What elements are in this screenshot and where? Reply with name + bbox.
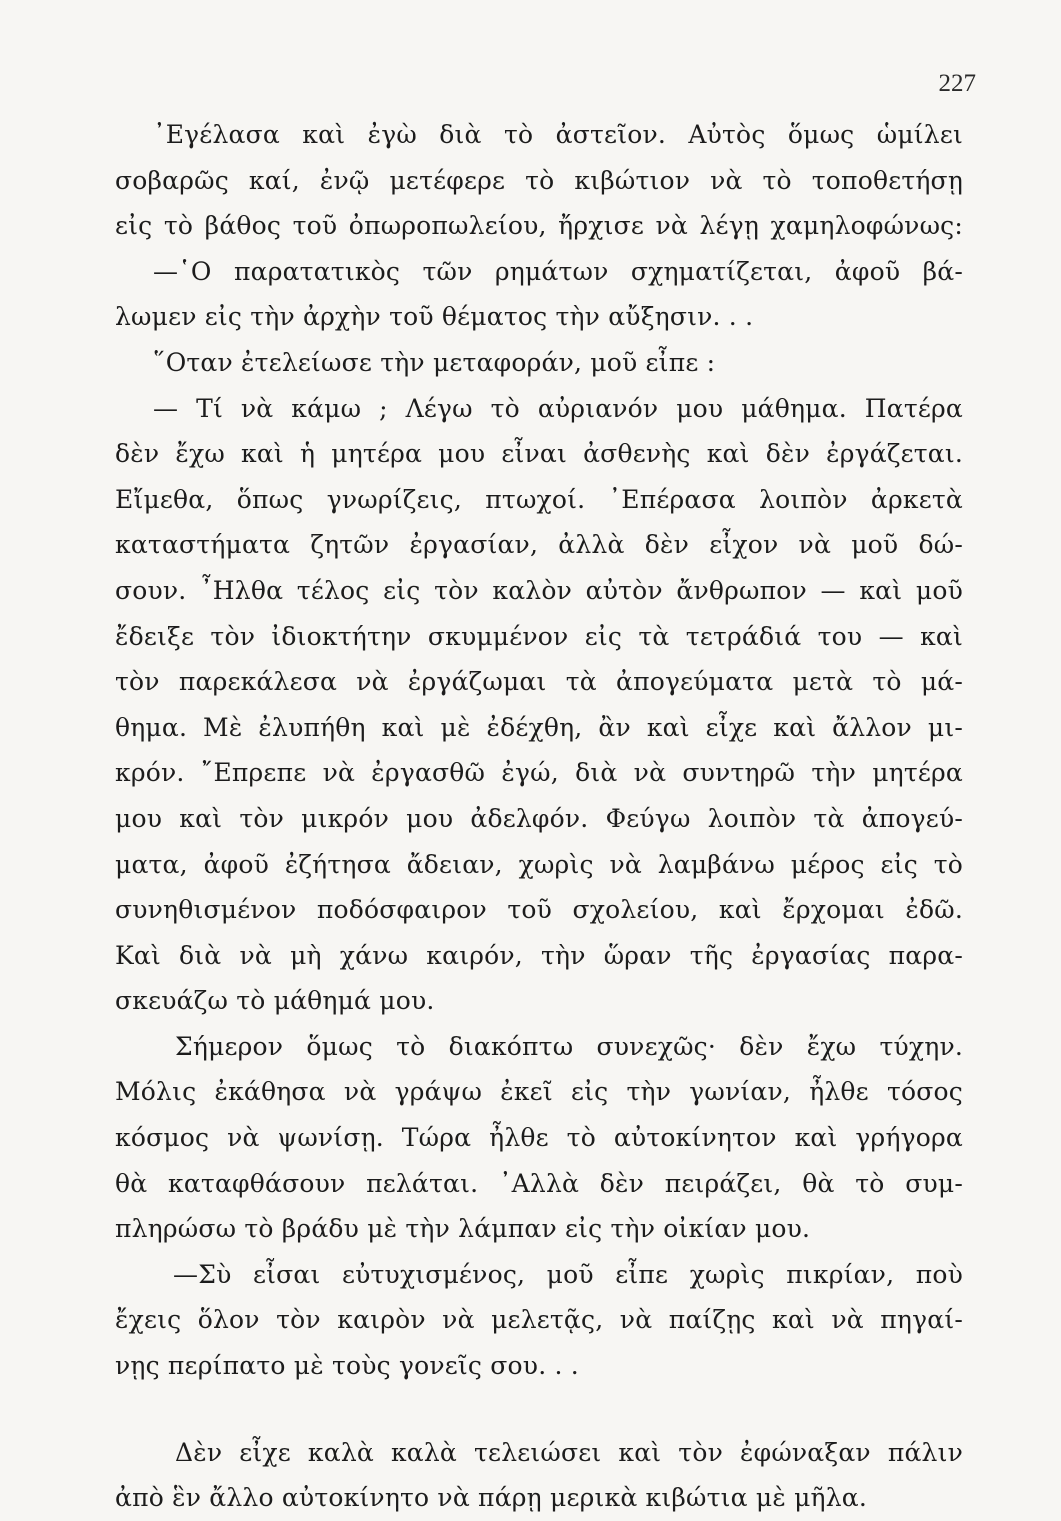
page-number: 227: [938, 70, 976, 97]
text-line: συνηθισμένον ποδόσφαιρον τοῦ σχολείου, καὶ ἔρχομαι ἐδῶ.: [115, 895, 963, 925]
text-line: σοβαρῶς καί, ἐνῷ μετέφερε τὸ κιβώτιον νὰ τὸ τοποθετήσῃ: [115, 165, 963, 195]
text-line: κόσμος νὰ ψωνίσῃ. Τώρα ἦλθε τὸ αὐτοκίνητον καὶ γρήγορα: [115, 1123, 963, 1153]
text-line: σουν. ῏Ηλθα τέλος εἰς τὸν καλὸν αὐτὸν ἄνθρωπον — καὶ μοῦ: [115, 575, 963, 605]
text-line: νῃς περίπατο μὲ τοὺς γονεῖς σου. . .: [115, 1351, 579, 1381]
text-line: Σήμερον ὅμως τὸ διακόπτω συνεχῶς· δὲν ἔχω τύχην.: [175, 1031, 963, 1061]
text-line: — Τί νὰ κάμω ; Λέγω τὸ αὐριανόν μου μάθημα. Πατέρα: [153, 393, 963, 423]
text-line: λωμεν εἰς τὴν ἀρχὴν τοῦ θέματος τὴν αὔξησιν. . .: [115, 302, 754, 332]
text-line: τὸν παρεκάλεσα νὰ ἐργάζωμαι τὰ ἀπογεύματα μετὰ τὸ μά-: [115, 667, 963, 697]
text-line: θὰ καταφθάσουν πελάται. ᾿Αλλὰ δὲν πειράζει, θὰ τὸ συμ-: [115, 1168, 963, 1198]
text-line: κρόν. ῎Επρεπε νὰ ἐργασθῶ ἐγώ, διὰ νὰ συντηρῶ τὴν μητέρα: [115, 758, 963, 788]
text-line: πληρώσω τὸ βράδυ μὲ τὴν λάμπαν εἰς τὴν οἰκίαν μου.: [115, 1214, 811, 1244]
text-line: δὲν ἔχω καὶ ἡ μητέρα μου εἶναι ἀσθενὴς καὶ δὲν ἐργάζεται.: [115, 439, 963, 469]
body-text: [115, 112, 963, 1521]
text-line: Εἴμεθα, ὅπως γνωρίζεις, πτωχοί. ᾿Επέρασα λοιπὸν ἀρκετὰ: [115, 484, 963, 514]
text-line: καταστήματα ζητῶν ἐργασίαν, ἀλλὰ δὲν εἶχον νὰ μοῦ δώ-: [115, 530, 963, 560]
paragraph-gap: [115, 1389, 963, 1430]
text-line: —῾Ο παρατατικὸς τῶν ρημάτων σχηματίζεται, ἀφοῦ βά-: [153, 256, 963, 286]
text-line: ἀπὸ ἓν ἄλλο αὐτοκίνητο νὰ πάρῃ μερικὰ κιβώτια μὲ μῆλα.: [115, 1483, 867, 1513]
text-line: ἔδειξε τὸν ἰδιοκτήτην σκυμμένον εἰς τὰ τετράδιά του — καὶ: [115, 621, 963, 651]
text-line: ἔχεις ὅλον τὸν καιρὸν νὰ μελετᾷς, νὰ παίζῃς καὶ νὰ πηγαί-: [115, 1305, 963, 1335]
text-line: ᾿Εγέλασα καὶ ἐγὼ διὰ τὸ ἀστεῖον. Αὐτὸς ὅμως ὡμίλει: [153, 120, 963, 149]
text-line: μου καὶ τὸν μικρόν μου ἀδελφόν. Φεύγω λοιπὸν τὰ ἀπογεύ-: [115, 803, 963, 833]
text-line: Καὶ διὰ νὰ μὴ χάνω καιρόν, τὴν ὥραν τῆς ἐργασίας παρα-: [115, 940, 963, 970]
text-line: Μόλις ἐκάθησα νὰ γράψω ἐκεῖ εἰς τὴν γωνίαν, ἦλθε τόσος: [115, 1077, 963, 1107]
text-line: σκευάζω τὸ μάθημά μου.: [115, 986, 435, 1016]
text-line: Δὲν εἶχε καλὰ καλὰ τελειώσει καὶ τὸν ἐφώναξαν πάλιν: [175, 1437, 963, 1467]
text-line: —Σὺ εἶσαι εὐτυχισμένος, μοῦ εἶπε χωρὶς πικρίαν, ποὺ: [173, 1259, 963, 1289]
text-line: θημα. Μὲ ἐλυπήθη καὶ μὲ ἐδέχθη, ἂν καὶ εἶχε καὶ ἄλλον μι-: [115, 712, 963, 742]
text-line: ματα, ἀφοῦ ἐζήτησα ἄδειαν, χωρὶς νὰ λαμβάνω μέρος εἰς τὸ: [115, 849, 963, 879]
text-line: ῞Οταν ἐτελείωσε τὴν μεταφοράν, μοῦ εἶπε :: [153, 347, 716, 377]
text-line: εἰς τὸ βάθος τοῦ ὀπωροπωλείου, ἤρχισε νὰ λέγῃ χαμηλοφώνως:: [115, 211, 963, 241]
